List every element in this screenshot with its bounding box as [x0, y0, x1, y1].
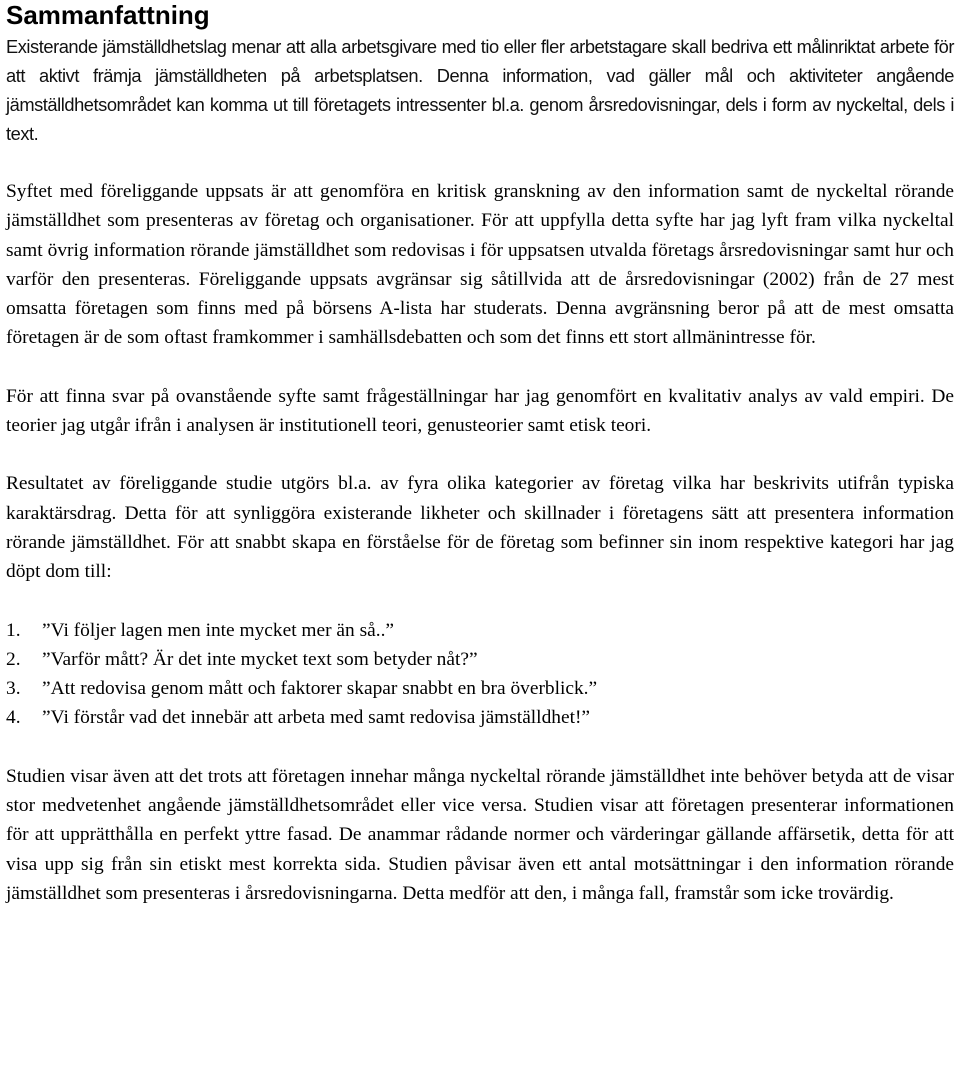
list-item [6, 674, 954, 703]
method-paragraph: För att finna svar på ovanstående syfte samt frågeställningar har jag genomfört en kvalitativ analys av vald empiri. De teorier jag utgår ifrån i analysen är institutionell teori, genusteorier samt etisk teori. [6, 385, 954, 437]
purpose-paragraph: Syftet med föreliggande uppsats är att genomföra en kritisk granskning av den information samt de nyckeltal rörande jämställdhet som presenteras av företag och organisationer. För att uppfylla detta syfte har jag lyft fram vilka nyckeltal samt övrig information rörande jämställdhet som redovisas i för uppsatsen utvalda företags årsredovisningar samt hur och varför den presenteras. Föreliggande uppsats avgränsar sig såtillvida att de årsredovisningar (2002) från de 27 mest omsatta företagen som finns med på börsens A-lista har studerats. Denna avgränsning beror på att de mest omsatta företagen är de som oftast framkommer i samhällsdebatten och som det finns ett stort allmänintresse för. [6, 181, 954, 349]
list-item-number: 3. [6, 678, 21, 700]
paragraph-spacer [6, 440, 954, 469]
list-item-number: 1. [6, 619, 21, 641]
list-item-text: ”Vi följer lagen men inte mycket mer än så..” [42, 619, 395, 641]
conclusion-paragraph: Studien visar även att det trots att företagen innehar många nyckeltal rörande jämställdhet inte behöver betyda att de visar stor medvetenhet angående jämställdhetsområdet eller vice versa. Studien visar att företagen presenterar informationen för att upprätthålla en perfekt yttre fasad. De anammar rådande normer och värderingar gällande affärsetik, detta för att visa upp sig från sin etiskt mest korrekta sida. Studien påvisar även ett antal motsättningar i den information rörande jämställdhet som presenteras i årsredovisningarna. Detta medför att den, i många fall, framstår som icke trovärdig. [6, 765, 954, 904]
list-item [6, 616, 954, 645]
list-item-text: ”Varför mått? Är det inte mycket text som betyder nåt?” [42, 648, 478, 670]
list-item-number: 2. [6, 648, 21, 670]
section-heading: Sammanfattning [6, 0, 210, 30]
paragraph-spacer [6, 353, 954, 382]
results-paragraph: Resultatet av föreliggande studie utgörs bl.a. av fyra olika kategorier av företag vilka har beskrivits utifrån typiska karaktärsdrag. Detta för att synliggöra existerande likheter och skillnader i företagens sätt att presentera information rörande jämställdhet. För att snabbt skapa en förståelse för de företag som befinner sin inom respektive kategori har jag döpt dom till: [6, 473, 954, 583]
list-item [6, 703, 954, 732]
document-page [6, 0, 954, 908]
paragraph-spacer [6, 148, 954, 177]
paragraph-spacer [6, 587, 954, 616]
category-list [6, 616, 954, 733]
list-item-number: 4. [6, 707, 21, 729]
intro-paragraph: Existerande jämställdhetslag menar att alla arbetsgivare med tio eller fler arbetstagare skall bedriva ett målinriktat arbete för att aktivt främja jämställdheten på arbetsplatsen. Denna information, vad gäller mål och aktiviteter angående jämställdhetsområdet kan komma ut till företagets intressenter bl.a. genom årsredovisningar, dels i form av nyckeltal, dels i text. [6, 36, 954, 144]
paragraph-spacer [6, 733, 954, 762]
list-item [6, 645, 954, 674]
list-item-text: ”Att redovisa genom mått och faktorer skapar snabbt en bra överblick.” [42, 678, 598, 700]
list-item-text: ”Vi förstår vad det innebär att arbeta med samt redovisa jämställdhet!” [42, 707, 591, 729]
